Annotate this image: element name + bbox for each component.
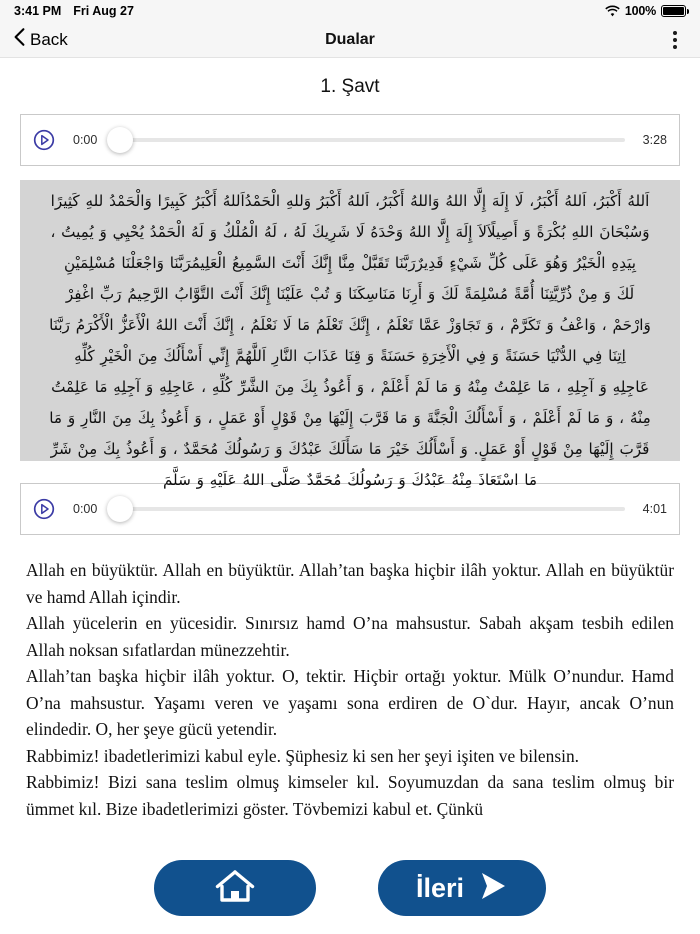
chevron-left-icon (14, 28, 25, 51)
status-bar-left (14, 4, 134, 18)
bottom-action-bar (0, 842, 700, 934)
section-heading: 1. Şavt (320, 76, 380, 97)
arabic-line: عَاجِلِهِ وَ آجِلِهِ ، مَا عَلِمْتُ مِنْهُ وَ مَا لَمْ أَعْلَمْ ، وَ أَعُوذُ بِكَ مِنَ الشَّرِّ كُلِّهِ ، عَاجِلِهِ وَ آجِلِهِ مَا عَلِمْتُ (51, 378, 649, 396)
duration-2: 4:01 (642, 502, 667, 516)
nav-bar (0, 22, 700, 58)
arabic-line: وَسُبْحَانَ اللهِ بُكْرَةً وَ أَصِيلًاَلاَ إِلَهَ إِلَّا اللهُ وَحْدَهُ لَا شَرِيكَ لَهُ ، لَهُ الْمُلْكُ وَ لَهُ الْحَمْدُ يُحْيِي وَ يُمِيتُ ، (50, 223, 650, 241)
play-circle-icon[interactable] (33, 498, 55, 520)
duration-1: 3:28 (642, 133, 667, 147)
battery-full-icon (661, 5, 686, 17)
status-bar (0, 0, 700, 22)
battery-percent: 100% (624, 4, 656, 18)
translation-paragraph: Allah’tan başka hiçbir ilâh yoktur. O, tektir. Hiçbir ortağı yoktur. Mülk O’nundur. Hamd O’na mahsustur. Yaşamı veren ve yaşamı sona erdiren de O`dur. Hayır, ancak O’nun elindedir. O, her şeye gücü yetendir. (26, 666, 674, 739)
next-button[interactable] (378, 860, 546, 916)
arabic-line: بِيَدِهِ الْخَيْرُ وَهُوَ عَلَى كُلِّ شَيْءٍ قَدِيرٌرَبَّنَا تَقَبَّلْ مِنَّا إِنَّكَ أَنْتَ السَّمِيعُ الْعَلِيمُرَبَّنَا وَاجْعَلْنَا مُسْلِمَيْنِ (63, 254, 637, 272)
progress-slider-2[interactable] (107, 495, 625, 523)
arabic-line: مَا اسْتَعَاذَ مِنْهُ عَبْدُكَ وَ رَسُولُكَ مُحَمَّدٌ صَلَّى اللهُ عَلَيْهِ وَ سَلَّمَ (162, 471, 538, 489)
play-triangle-icon (476, 870, 508, 907)
translation-paragraph: Rabbimiz! Bizi sana teslim olmuş kimseler kıl. Soyumuzdan da sana teslim olmuş bir ümmet kıl. Bize ibadetlerimizi göster. Tövbemizi kabul et. Çünkü (26, 772, 674, 819)
arabic-line: اَللهُ أَكْبَرُ، اَللهُ أَكْبَرُ، لَا إِلَهَ إِلَّا اللهُ وَاللهُ أَكْبَرُ، اَللهُ أَكْبَرُ وَللهِ الْحَمْدُاَللهُ أَكْبَرُ كَبِيرًا وَالْحَمْدُ للهِ كَثِيرًا (50, 192, 650, 210)
status-bar-right (605, 4, 686, 18)
status-time: 3:41 PM (14, 4, 62, 18)
translation-text (26, 557, 674, 819)
back-button-label: Back (30, 29, 68, 49)
slider-track-1 (120, 138, 625, 142)
arabic-line: وَارْحَمْ ، وَاعْفُ وَ تَكَرَّمْ ، وَ تَجَاوَزْ عَمَّا تَعْلَمُ ، إِنَّكَ تَعْلَمُ مَا لَا نَعْلَمُ ، إِنَّكَ أَنْتَ اللهُ الْأَعَزُّ الْأَكْرَمُ رَبَّنَا (49, 316, 651, 334)
slider-thumb-2[interactable] (107, 496, 133, 522)
audio-player-1 (20, 114, 680, 166)
wifi-icon (605, 5, 620, 17)
page-title: Dualar (325, 30, 375, 48)
home-button[interactable] (154, 860, 316, 916)
arabic-line: اِتِنَا فِي الدُّنْيَا حَسَنَةً وَ فِي الْأَخِرَةِ حَسَنَةً وَ قِنَا عَذَابَ النَّارِ اَللَّهُمَّ إِنِّي أَسْأَلُكَ مِنَ الْخَيْرِ كُلِّهِ (74, 347, 626, 365)
arabic-text-block (20, 180, 680, 489)
translation-paragraph: Allah yücelerin en yücesidir. Sınırsız hamd O’na mahsustur. Sabah akşam tesbih edilen Allah noksan sıfatlardan münezzehtir. (26, 613, 674, 660)
arabic-line: قَرَّبَ إِلَيْهَا مِنْ قَوْلٍ أَوْ عَمَلٍ. وَ أَسْأَلُكَ خَيْرَ مَا سَأَلَكَ عَبْدُكَ وَ رَسُولُكَ مُحَمَّدٌ ، وَ أَعُوذُ بِكَ مِنْ شَرِّ (50, 440, 650, 458)
translation-paragraph: Rabbimiz! ibadetlerimizi kabul eyle. Şüphesiz ki sen her şeyi işiten ve bilensin. (26, 745, 579, 766)
home-icon (214, 869, 256, 908)
arabic-line: لَكَ وَ مِنْ ذُرِّيَّتِنَا أُمَّةً مُسْلِمَةً لَكَ وَ أَرِنَا مَنَاسِكَنَا وَ تُبْ عَلَيْنَا إِنَّكَ أَنْتَ التَّوَّابُ الرَّحِيمُ رَبِّ اغْفِرْ (65, 285, 635, 303)
progress-slider-1[interactable] (107, 126, 625, 154)
slider-thumb-1[interactable] (107, 127, 133, 153)
translation-paragraph: Allah en büyüktür. Allah en büyüktür. Allah’tan başka hiçbir ilâh yoktur. Allah en büyüktür ve hamd Allah içindir. (26, 560, 674, 607)
overflow-menu-icon[interactable] (664, 29, 686, 51)
current-time-1: 0:00 (73, 133, 98, 147)
play-circle-icon[interactable] (33, 129, 55, 151)
back-button[interactable] (14, 28, 68, 51)
current-time-2: 0:00 (73, 502, 98, 516)
status-date: Fri Aug 27 (73, 4, 134, 18)
next-button-label: İleri (415, 872, 465, 903)
slider-track-2 (120, 507, 625, 511)
arabic-line: مِنْهُ ، وَ مَا لَمْ أَعْلَمْ ، وَ أَسْأَلُكَ الْجَنَّةَ وَ مَا قَرَّبَ إِلَيْهَا مِنْ قَوْلٍ أَوْ عَمَلٍ ، وَ أَعُوذُ بِكَ مِنَ النَّارِ وَ مَا (49, 409, 651, 427)
